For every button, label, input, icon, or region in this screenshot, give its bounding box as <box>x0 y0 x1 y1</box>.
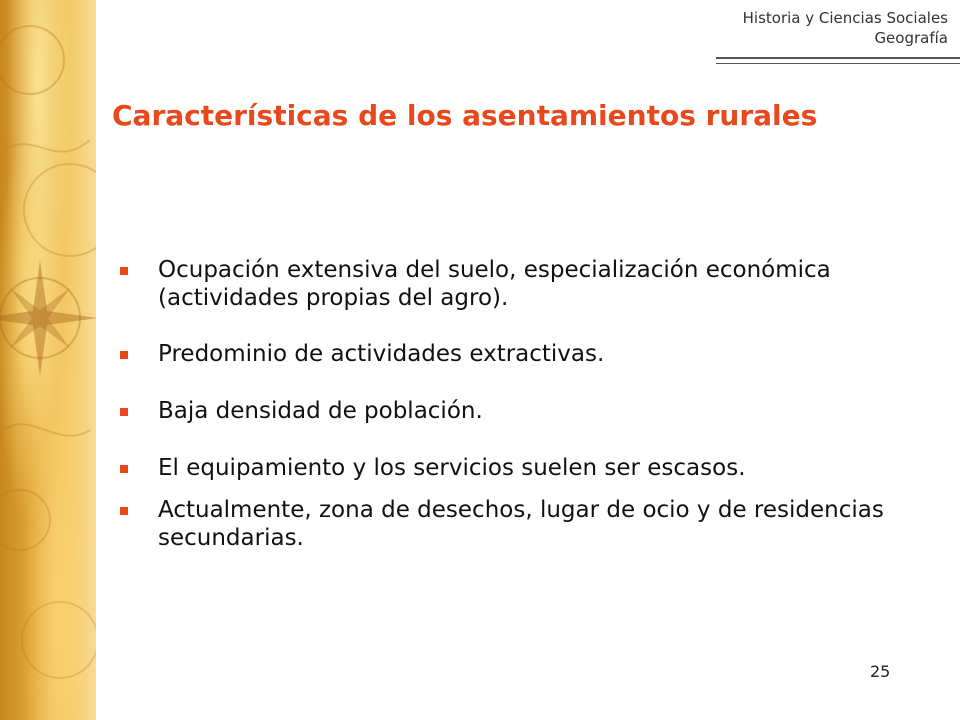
page-number: 25 <box>870 662 891 681</box>
square-bullet-icon <box>120 351 128 359</box>
bullet-item <box>118 340 928 368</box>
bullet-list <box>118 256 928 552</box>
square-bullet-icon <box>120 507 128 515</box>
header-divider-thin <box>716 63 960 64</box>
course-header <box>743 8 948 48</box>
bullet-item <box>118 256 928 312</box>
bullet-item <box>118 454 928 482</box>
bullet-text: El equipamiento y los servicios suelen ser escasos. <box>158 455 746 481</box>
bullet-text: Predominio de actividades extractivas. <box>158 341 605 367</box>
slide-title: Características de los asentamientos rurales <box>112 99 818 132</box>
bullet-item <box>118 496 928 552</box>
bullet-text: Ocupación extensiva del suelo, especialización económica (actividades propias del agro). <box>158 257 831 311</box>
square-bullet-icon <box>120 465 128 473</box>
bullet-text: Actualmente, zona de desechos, lugar de ocio y de residencias secundarias. <box>158 497 884 551</box>
header-divider-thick <box>716 57 960 59</box>
compass-rose-icon <box>0 0 96 720</box>
bullet-text: Baja densidad de población. <box>158 398 483 424</box>
course-topic: Geografía <box>874 29 948 47</box>
bullet-item <box>118 397 928 425</box>
course-subject: Historia y Ciencias Sociales <box>742 9 948 27</box>
square-bullet-icon <box>120 267 128 275</box>
decorative-side-strip <box>0 0 96 720</box>
square-bullet-icon <box>120 408 128 416</box>
